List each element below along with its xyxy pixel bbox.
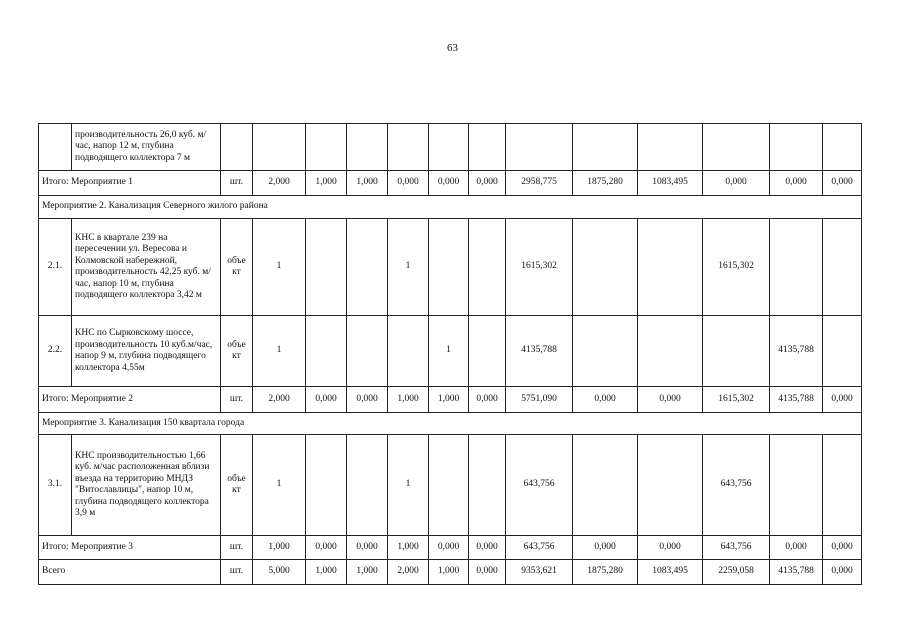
table-row	[39, 316, 862, 387]
value-cell: 0,000	[823, 536, 862, 560]
value-cell: 1	[253, 219, 306, 316]
value-cell: 0,000	[823, 560, 862, 585]
value-cell: 1875,280	[573, 171, 638, 196]
value-cell: 0,000	[770, 171, 823, 196]
unit-cell: объе кт	[221, 219, 253, 316]
value-cell: 4135,788	[770, 387, 823, 413]
table-row	[39, 435, 862, 536]
value-cell: 1083,495	[638, 560, 703, 585]
value-cell: 0,000	[347, 536, 388, 560]
totals-label: Итого: Мероприятие 3	[39, 536, 221, 560]
totals-row-2	[39, 387, 862, 413]
section-title: Мероприятие 2. Канализация Северного жилого района	[39, 196, 862, 219]
totals-row-1	[39, 171, 862, 196]
value-cell	[306, 435, 347, 536]
value-cell: 1,000	[388, 387, 429, 413]
value-cell	[703, 316, 770, 387]
value-cell	[770, 435, 823, 536]
value-cell: 643,756	[703, 435, 770, 536]
value-cell: 1,000	[429, 387, 469, 413]
value-cell: 0,000	[347, 387, 388, 413]
value-cell: 643,756	[506, 435, 573, 536]
value-cell: 1,000	[306, 171, 347, 196]
value-cell	[823, 435, 862, 536]
value-cell	[388, 316, 429, 387]
value-cell	[306, 316, 347, 387]
value-cell	[770, 219, 823, 316]
value-cell: 2,000	[253, 171, 306, 196]
unit-cell: объе кт	[221, 435, 253, 536]
value-cell: 0,000	[823, 387, 862, 413]
value-cell: 0,000	[469, 171, 506, 196]
value-cell: 4135,788	[506, 316, 573, 387]
value-cell: 1615,302	[506, 219, 573, 316]
value-cell: 0,000	[469, 536, 506, 560]
value-cell: 5751,090	[506, 387, 573, 413]
row-number: 2.1.	[39, 219, 72, 316]
value-cell	[638, 316, 703, 387]
grand-total-row	[39, 560, 862, 585]
unit-cell: шт.	[221, 536, 253, 560]
page-number: 63	[447, 42, 458, 54]
value-cell: 1,000	[347, 171, 388, 196]
unit-cell: шт.	[221, 560, 253, 585]
value-cell: 0,000	[638, 536, 703, 560]
value-cell: 4135,788	[770, 316, 823, 387]
value-cell: 1	[253, 316, 306, 387]
row-number: 3.1.	[39, 435, 72, 536]
value-cell: 643,756	[506, 536, 573, 560]
value-cell: 2,000	[253, 387, 306, 413]
continuation-description: производительность 26,0 куб. м/час, напор 12 м, глубина подводящего коллектора 7 м	[72, 124, 221, 171]
section-header-2	[39, 196, 862, 219]
value-cell: 0,000	[573, 387, 638, 413]
value-cell: 1,000	[388, 536, 429, 560]
value-cell: 0,000	[469, 387, 506, 413]
value-cell: 0,000	[703, 171, 770, 196]
value-cell: 0,000	[306, 387, 347, 413]
value-cell: 2958,775	[506, 171, 573, 196]
value-cell: 1875,280	[573, 560, 638, 585]
value-cell	[638, 435, 703, 536]
row-description: КНС производительностью 1,66 куб. м/час расположенная вблизи въезда на территорию МНДЗ "Витославлицы", напор 10 м, глубина подводящего коллектора 3,9 м	[72, 435, 221, 536]
value-cell	[573, 219, 638, 316]
grand-total-label: Всего	[39, 560, 221, 585]
value-cell: 1,000	[347, 560, 388, 585]
value-cell: 0,000	[388, 171, 429, 196]
totals-label: Итого: Мероприятие 2	[39, 387, 221, 413]
value-cell: 1083,495	[638, 171, 703, 196]
value-cell: 1,000	[253, 536, 306, 560]
continuation-row	[39, 124, 862, 171]
value-cell	[347, 316, 388, 387]
value-cell: 1	[253, 435, 306, 536]
value-cell: 0,000	[823, 171, 862, 196]
value-cell	[638, 219, 703, 316]
totals-label: Итого: Мероприятие 1	[39, 171, 221, 196]
value-cell: 2259,058	[703, 560, 770, 585]
unit-cell: шт.	[221, 387, 253, 413]
value-cell: 0,000	[429, 171, 469, 196]
value-cell: 0,000	[429, 536, 469, 560]
value-cell	[347, 435, 388, 536]
totals-row-3	[39, 536, 862, 560]
value-cell	[469, 316, 506, 387]
value-cell	[823, 219, 862, 316]
value-cell: 1,000	[429, 560, 469, 585]
value-cell	[306, 219, 347, 316]
section-header-3	[39, 413, 862, 435]
value-cell: 2,000	[388, 560, 429, 585]
value-cell: 4135,788	[770, 560, 823, 585]
value-cell	[429, 219, 469, 316]
value-cell: 1	[388, 435, 429, 536]
row-description: КНС по Сырковскому шоссе, производительность 10 куб.м/час, напор 9 м, глубина подводящего коллектора 4,55м	[72, 316, 221, 387]
value-cell: 1	[388, 219, 429, 316]
row-number: 2.2.	[39, 316, 72, 387]
value-cell: 0,000	[638, 387, 703, 413]
value-cell: 0,000	[306, 536, 347, 560]
row-description: КНС в квартале 239 на пересечении ул. Вересова и Колмовской набережной, производительность 42,25 куб. м/час, напор 10 м, глубина подводящего коллектора 3,42 м	[72, 219, 221, 316]
value-cell: 5,000	[253, 560, 306, 585]
value-cell	[429, 435, 469, 536]
value-cell	[573, 316, 638, 387]
unit-cell: объе кт	[221, 316, 253, 387]
value-cell: 0,000	[573, 536, 638, 560]
value-cell	[823, 316, 862, 387]
value-cell: 0,000	[770, 536, 823, 560]
budget-table	[38, 123, 862, 585]
value-cell: 9353,621	[506, 560, 573, 585]
value-cell	[573, 435, 638, 536]
value-cell: 1	[429, 316, 469, 387]
section-title: Мероприятие 3. Канализация 150 квартала города	[39, 413, 862, 435]
value-cell	[469, 219, 506, 316]
value-cell: 1615,302	[703, 219, 770, 316]
value-cell	[469, 435, 506, 536]
value-cell	[347, 219, 388, 316]
value-cell: 643,756	[703, 536, 770, 560]
value-cell: 1615,302	[703, 387, 770, 413]
table-row	[39, 219, 862, 316]
value-cell: 1,000	[306, 560, 347, 585]
unit-cell: шт.	[221, 171, 253, 196]
value-cell: 0,000	[469, 560, 506, 585]
